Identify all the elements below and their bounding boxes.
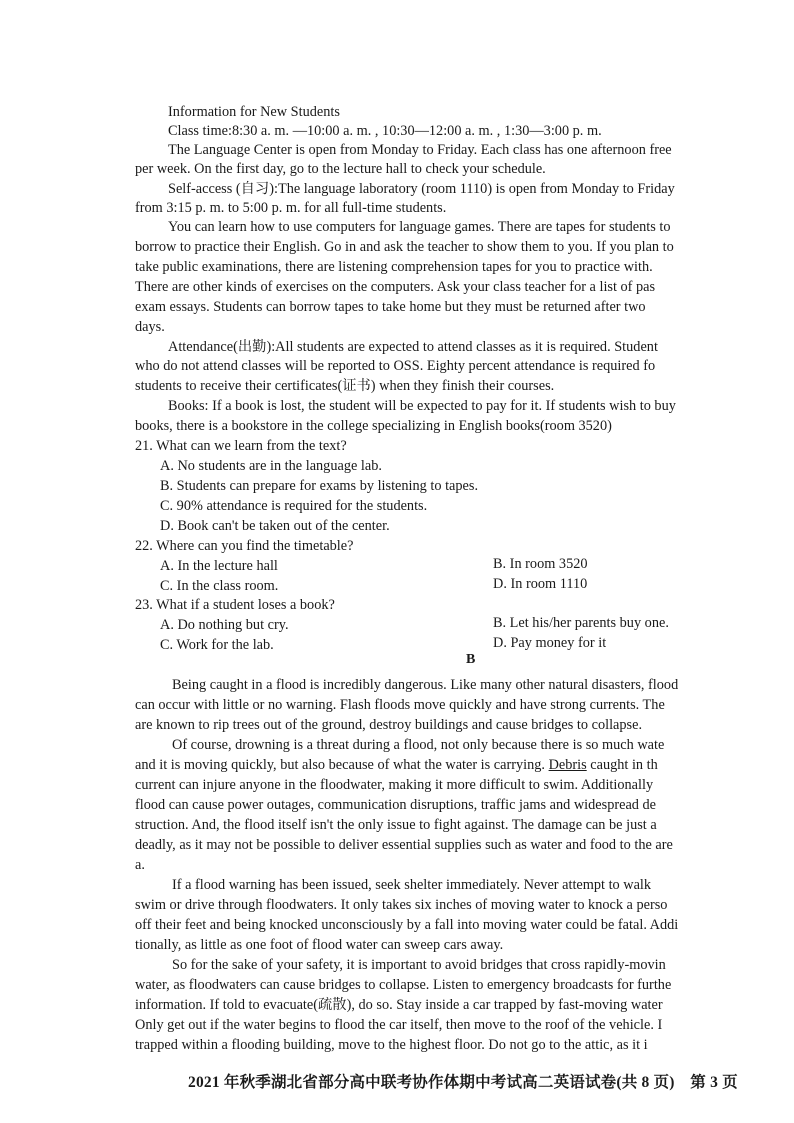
passage-b-line: Of course, drowning is a threat during a flood, not only because there is so much wate [172, 737, 665, 753]
passage-b-line: off their feet and being knocked unconsciously by a fall into moving water could be fatal. Addi [135, 917, 679, 933]
passage-b-line: information. If told to evacuate(疏散), do so. Stay inside a car trapped by fast-moving water [135, 997, 663, 1013]
passage-b-line: struction. And, the flood itself isn't the only issue to fight against. The damage can be just a [135, 817, 657, 833]
option-23-b: B. Let his/her parents buy one. [493, 615, 669, 631]
option-21-a: A. No students are in the language lab. [160, 458, 382, 474]
passage-b-line: Being caught in a flood is incredibly dangerous. Like many other natural disasters, flood [172, 677, 679, 693]
page-footer: 2021 年秋季湖北省部分高中联考协作体期中考试高二英语试卷(共 8 页) 第 3 页 [188, 1074, 738, 1091]
passage-a-line: exam essays. Students can borrow tapes to take home but they must be returned after two [135, 299, 646, 315]
question-21: 21. What can we learn from the text? [135, 438, 347, 454]
passage-a-line: borrow to practice their English. Go in and ask the teacher to show them to you. If you plan to [135, 239, 674, 255]
passage-a-line: who do not attend classes will be reported to OSS. Eighty percent attendance is required fo [135, 358, 656, 374]
passage-b-line: water, as floodwaters can cause bridges to collapse. Listen to emergency broadcasts for furthe [135, 977, 672, 993]
passage-b-text: caught in th [586, 757, 658, 773]
passage-b-line: So for the sake of your safety, it is important to avoid bridges that cross rapidly-movin [172, 957, 666, 973]
section-b-heading: B [466, 652, 476, 667]
passage-a-line: There are other kinds of exercises on the computers. Ask your class teacher for a list of pas [135, 279, 656, 295]
option-21-d: D. Book can't be taken out of the center. [160, 518, 390, 534]
passage-b-line: trapped within a flooding building, move to the highest floor. Do not go to the attic, as it i [135, 1037, 648, 1053]
passage-b-line: deadly, as it may not be possible to deliver essential supplies such as water and food to the are [135, 837, 673, 853]
class-time: Class time:8:30 a. m. —10:00 a. m. , 10:30—12:00 a. m. , 1:30—3:00 p. m. [168, 123, 602, 139]
passage-a-line: days. [135, 319, 165, 335]
underlined-word-debris: Debris [548, 757, 587, 773]
passage-b-line: flood can cause power outages, communication disruptions, traffic jams and widespread de [135, 797, 657, 813]
passage-b-line: a. [135, 857, 145, 873]
option-22-d: D. In room 1110 [493, 576, 588, 592]
question-23: 23. What if a student loses a book? [135, 597, 335, 613]
option-21-c: C. 90% attendance is required for the students. [160, 498, 428, 514]
option-22-a: A. In the lecture hall [160, 558, 278, 574]
passage-a-line: from 3:15 p. m. to 5:00 p. m. for all full-time students. [135, 200, 447, 216]
option-23-d: D. Pay money for it [493, 635, 607, 651]
passage-b-line: are known to rip trees out of the ground, destroy buildings and cause bridges to collapse. [135, 717, 643, 733]
passage-a-line: Attendance(出勤):All students are expected to attend classes as it is required. Student [168, 339, 658, 355]
notice-title: Information for New Students [168, 104, 340, 120]
passage-a-line: per week. On the first day, go to the lecture hall to check your schedule. [135, 161, 546, 177]
passage-b-line: Only get out if the water begins to flood the car itself, then move to the roof of the vehicle. I [135, 1017, 663, 1033]
passage-b-text: and it is moving quickly, but also because of what the water is carrying. [135, 757, 549, 773]
passage-b-line: can occur with little or no warning. Flash floods move quickly and have strong currents. The [135, 697, 665, 713]
passage-b-line [135, 756, 658, 774]
passage-a-line: The Language Center is open from Monday to Friday. Each class has one afternoon free [168, 142, 672, 158]
option-23-c: C. Work for the lab. [160, 637, 274, 653]
passage-a-line: You can learn how to use computers for language games. There are tapes for students to [168, 219, 671, 235]
option-21-b: B. Students can prepare for exams by listening to tapes. [160, 478, 479, 494]
passage-a-line: Books: If a book is lost, the student will be expected to pay for it. If students wish to buy [168, 398, 676, 414]
passage-a-line: books, there is a bookstore in the college specializing in English books(room 3520) [135, 418, 612, 434]
passage-a-line: Self-access (自习):The language laboratory (room 1110) is open from Monday to Friday [168, 181, 675, 197]
option-22-b: B. In room 3520 [493, 556, 588, 572]
passage-a-line: take public examinations, there are listening comprehension tapes for you to practice with. [135, 259, 653, 275]
passage-b-line: current can injure anyone in the floodwater, making it more difficult to swim. Additionally [135, 777, 654, 793]
option-23-a: A. Do nothing but cry. [160, 617, 289, 633]
option-22-c: C. In the class room. [160, 578, 279, 594]
passage-a-line: students to receive their certificates(证书) when they finish their courses. [135, 378, 555, 394]
question-22: 22. Where can you find the timetable? [135, 538, 354, 554]
passage-b-line: tionally, as little as one foot of flood water can sweep cars away. [135, 937, 504, 953]
passage-b-line: If a flood warning has been issued, seek shelter immediately. Never attempt to walk [172, 877, 652, 893]
passage-b-line: swim or drive through floodwaters. It only takes six inches of moving water to knock a perso [135, 897, 668, 913]
